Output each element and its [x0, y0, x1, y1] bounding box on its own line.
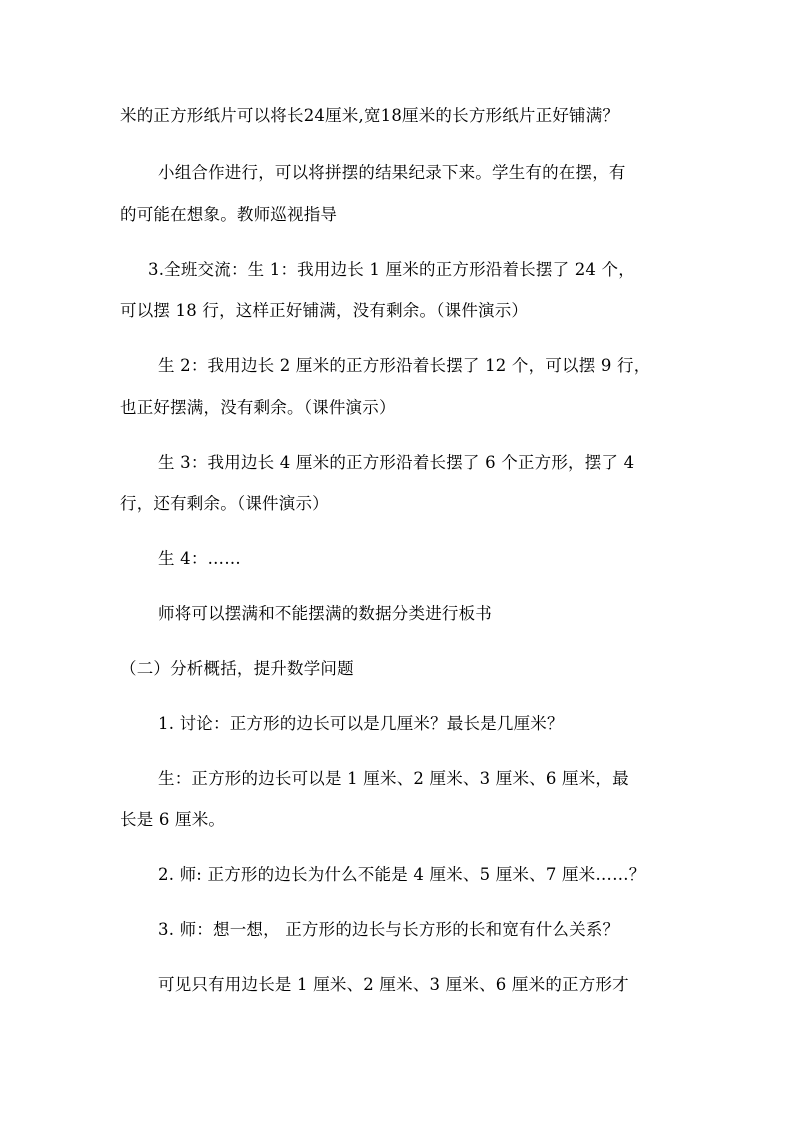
- text-line-6: 生 2：我用边长 2 厘米的正方形沿着长摆了 12 个，可以摆 9 行，: [158, 356, 651, 375]
- text-line-4: 3.全班交流：生 1：我用边长 1 厘米的正方形沿着长摆了 24 个，: [148, 260, 635, 279]
- text-line-14: 生：正方形的边长可以是 1 厘米、2 厘米、3 厘米、6 厘米，最: [158, 769, 629, 788]
- text-line-18: 可见只有用边长是 1 厘米、2 厘米、3 厘米、6 厘米的正方形才: [158, 975, 629, 994]
- text-line-11: 师将可以摆满和不能摆满的数据分类进行板书: [158, 604, 492, 623]
- text-line-17: 3. 师：想一想， 正方形的边长与长方形的长和宽有什么关系？: [158, 920, 620, 939]
- text-line-8: 生 3：我用边长 4 厘米的正方形沿着长摆了 6 个正方形，摆了 4: [158, 453, 635, 472]
- text-line-13: 1. 讨论：正方形的边长可以是几厘米？最长是几厘米？: [158, 714, 564, 733]
- text-line-2: 小组合作进行，可以将拼摆的结果纪录下来。学生有的在摆，有: [158, 163, 626, 182]
- text-line-5: 可以摆 18 行，这样正好铺满，没有剩余。（课件演示）: [120, 301, 529, 320]
- text-line-1: 米的正方形纸片可以将长24厘米,宽18厘米的长方形纸片正好铺满？: [120, 106, 620, 125]
- text-line-9: 行，还有剩余。（课件演示）: [120, 494, 329, 513]
- text-line-16: 2. 师: 正方形的边长为什么不能是 4 厘米、5 厘米、7 厘米……？: [158, 865, 646, 884]
- text-line-7: 也正好摆满，没有剩余。（课件演示）: [120, 398, 396, 417]
- text-line-15: 长是 6 厘米。: [120, 810, 226, 829]
- section-heading: （二）分析概括，提升数学问题: [120, 659, 354, 678]
- text-line-10: 生 4：……: [158, 549, 241, 568]
- text-line-3: 的可能在想象。教师巡视指导: [120, 205, 338, 224]
